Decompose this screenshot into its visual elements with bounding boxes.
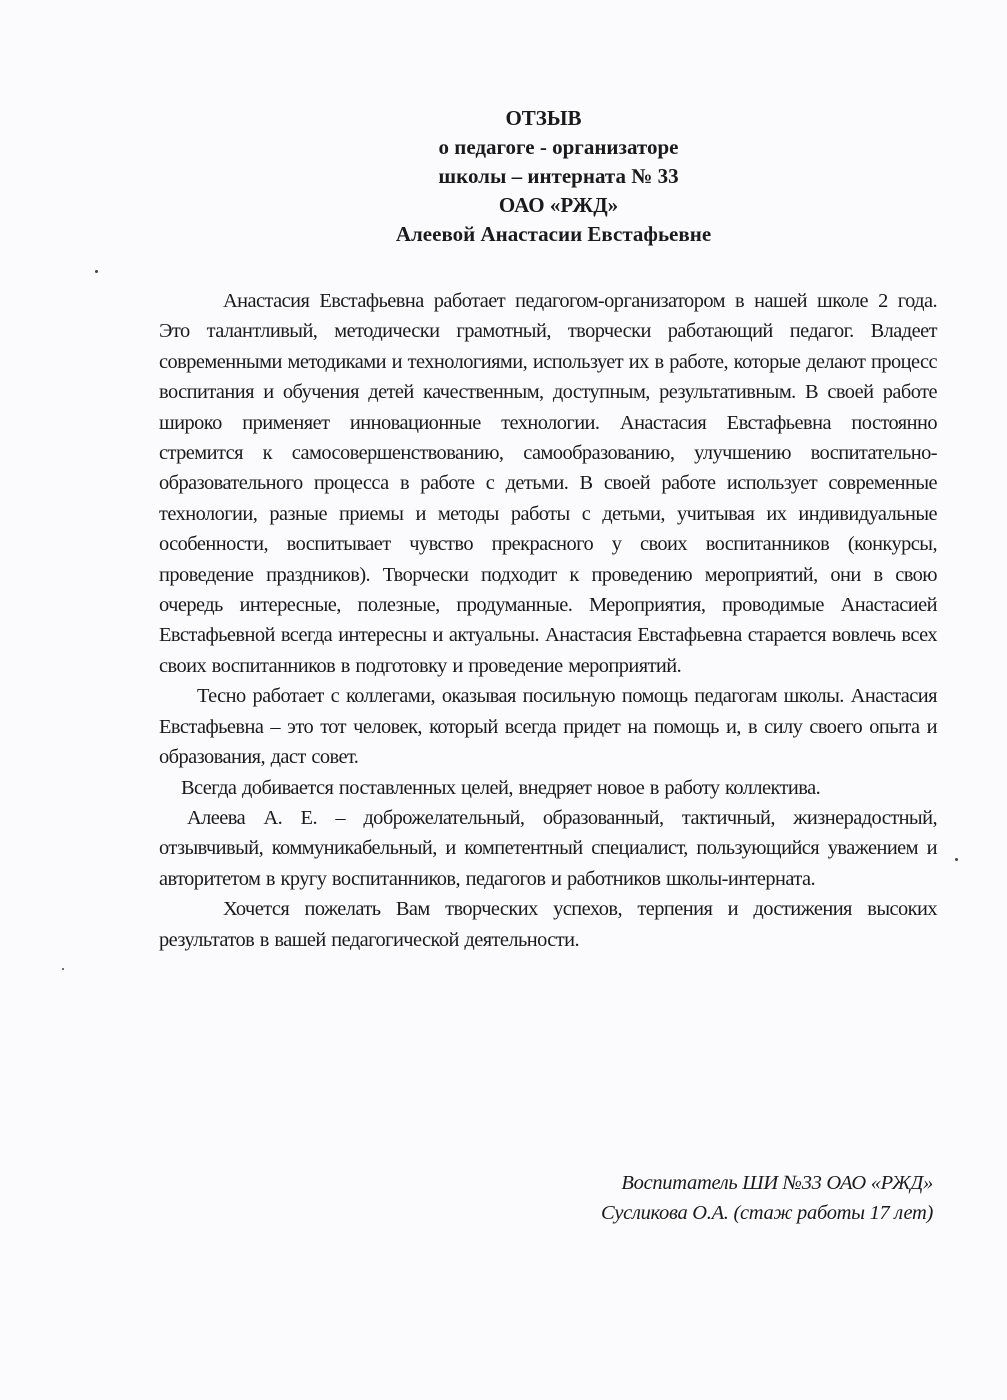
paragraph: Алеева А. Е. – доброжелательный, образованный, тактичный, жизнерадостный, отзывчивый, коммуникабельный, и компетентный специалист, пользующийся уважением и авторитетом в кругу воспитанников, педагогов и работников школы-интерната.: [159, 806, 937, 890]
scan-speck: [955, 858, 958, 861]
signature-position: Воспитатель ШИ №33 ОАО «РЖД»: [621, 1172, 933, 1194]
scan-speck: [62, 968, 64, 970]
document-title: ОТЗЫВ: [505, 106, 582, 130]
header-organization: ОАО «РЖД»: [498, 193, 619, 217]
header-school: школы – интерната № 33: [438, 164, 679, 188]
document-body: [159, 286, 937, 955]
header-subject: о педагоге - организаторе: [438, 135, 679, 159]
paragraph: Всегда добивается поставленных целей, внедряет новое в работу коллектива.: [181, 776, 821, 799]
paragraph: Тесно работает с коллегами, оказывая посильную помощь педагогам школы. Анастасия Евстафьевна – это тот человек, который всегда придет на помощь и, в силу своего опыта и образования, даст совет.: [159, 685, 937, 769]
signature-block: [601, 1168, 933, 1228]
header-person-name: Алеевой Анастасии Евстафьевне: [395, 222, 712, 246]
scan-speck: [95, 270, 98, 273]
paragraph: Хочется пожелать Вам творческих успехов, терпения и достижения высоких результатов в вашей педагогической деятельности.: [159, 898, 937, 951]
signature-name: Сусликова О.А. (стаж работы 17 лет): [600, 1202, 933, 1224]
paragraph: Анастасия Евстафьевна работает педагогом-организатором в нашей школе 2 года. Это талантливый, методически грамотный, творчески работающий педагог. Владеет современными методиками и технологиями, использует их в работе, которые делают процесс воспитания и обучения детей качественным, доступным, результативным. В своей работе широко применяет инновационные технологии. Анастасия Евстафьевна постоянно стремится к самосовершенствованию, самообразованию, улучшению воспитательно-образовательного процесса в работе с детьми. В своей работе использует современные технологии, разные приемы и методы работы с детьми, учитывая их индивидуальные особенности, воспитывает чувство прекрасного у своих воспитанников (конкурсы, проведение праздников). Творчески подходит к проведению мероприятий, они в свою очередь интересные, полезные, продуманные. Мероприятия, проводимые Анастасией Евстафьевной всегда интересны и актуальны. Анастасия Евстафьевна старается вовлечь всех своих воспитанников в подготовку и проведение мероприятий.: [159, 290, 937, 677]
document-header: [0, 104, 1007, 249]
